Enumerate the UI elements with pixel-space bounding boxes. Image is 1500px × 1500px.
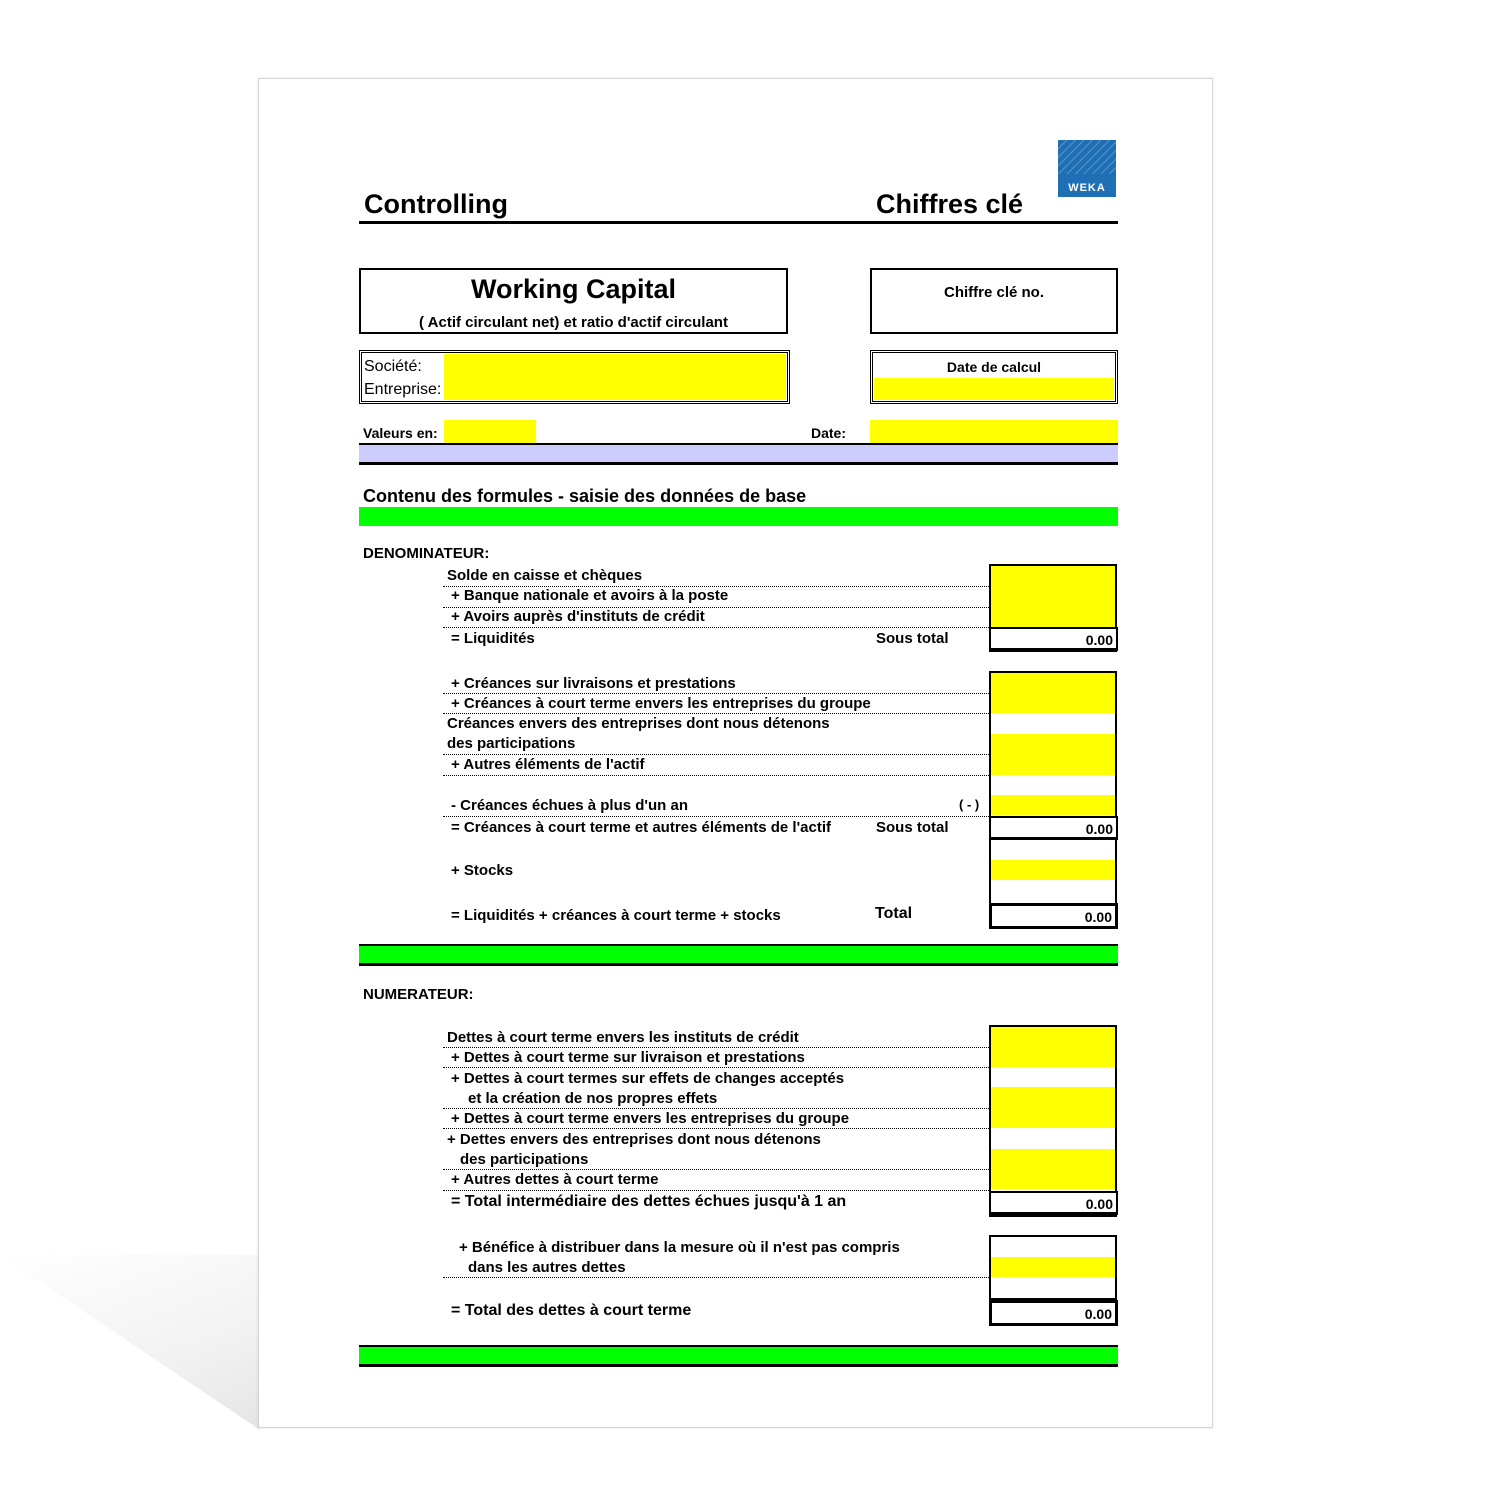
dettes-inputs[interactable] bbox=[991, 1027, 1115, 1067]
company-box bbox=[359, 350, 790, 404]
dettes-intermediate-total: 0.00 bbox=[989, 1191, 1118, 1215]
section-title: Contenu des formules - saisie des données de base bbox=[363, 486, 807, 506]
valeurs-label: Valeurs en: bbox=[363, 425, 438, 441]
row-des-participations-dettes: des participations bbox=[460, 1151, 589, 1168]
liquidites-inputs[interactable] bbox=[991, 566, 1115, 627]
societe-label: Société: bbox=[364, 358, 422, 375]
benefice-input[interactable] bbox=[991, 1257, 1115, 1277]
green-band-bottom-rule bbox=[359, 963, 1118, 966]
row-dettes-effets: + Dettes à court termes sur effets de changes acceptés bbox=[451, 1070, 845, 1087]
denominateur-total: 0.00 bbox=[989, 903, 1118, 929]
row-autres-dettes: + Autres dettes à court terme bbox=[451, 1171, 659, 1188]
calc-date-input[interactable] bbox=[874, 378, 1114, 400]
row-solde-caisse: Solde en caisse et chèques bbox=[447, 567, 643, 584]
doc-title: Working Capital bbox=[470, 274, 677, 304]
calc-date-label: Date de calcul bbox=[946, 359, 1042, 375]
row-autres-elements: + Autres éléments de l'actif bbox=[451, 756, 645, 773]
row-stocks: + Stocks bbox=[451, 862, 514, 879]
date-label: Date: bbox=[811, 425, 847, 441]
row-total-dettes: = Total des dettes à court terme bbox=[451, 1302, 692, 1319]
creances-inputs[interactable] bbox=[991, 673, 1115, 713]
page-shadow bbox=[0, 1255, 260, 1430]
row-creances-echues: - Créances échues à plus d'un an bbox=[451, 797, 688, 814]
lavender-band bbox=[359, 445, 1118, 462]
row-total-intermediaire: = Total intermédiaire des dettes échues jusqu'à 1 an bbox=[451, 1193, 847, 1210]
denominateur-green-band bbox=[359, 946, 1118, 963]
row-total-denominateur: = Liquidités + créances à court terme + stocks bbox=[451, 907, 781, 924]
row-creances-groupe: + Créances à court terme envers les entreprises du groupe bbox=[451, 695, 871, 712]
row-dettes-groupe: + Dettes à court terme envers les entreprises du groupe bbox=[451, 1110, 850, 1127]
dettes-effets-inputs[interactable] bbox=[991, 1087, 1115, 1128]
row-separator bbox=[443, 1277, 989, 1278]
header-rule bbox=[359, 221, 1118, 224]
bottom-green-band bbox=[359, 1347, 1118, 1364]
calc-date-box bbox=[870, 350, 1118, 404]
participations-inputs[interactable] bbox=[991, 734, 1115, 775]
sous-total-label: Sous total bbox=[876, 819, 949, 836]
company-input[interactable] bbox=[444, 354, 786, 400]
section-green-band bbox=[359, 507, 1118, 526]
page-title-controlling: Controlling bbox=[364, 189, 508, 219]
row-creances-court-terme: = Créances à court terme et autres éléments de l'actif bbox=[451, 819, 831, 836]
minus-marker: ( - ) bbox=[959, 797, 980, 812]
creances-subtotal: 0.00 bbox=[989, 816, 1118, 840]
row-separator bbox=[443, 1108, 989, 1109]
row-propres-effets: et la création de nos propres effets bbox=[468, 1090, 718, 1107]
row-separator bbox=[443, 713, 989, 714]
row-separator bbox=[443, 816, 989, 817]
row-separator bbox=[443, 1190, 989, 1191]
valeurs-input[interactable] bbox=[444, 420, 536, 443]
row-separator bbox=[443, 754, 989, 755]
document-page bbox=[258, 78, 1213, 1428]
row-separator bbox=[443, 775, 989, 776]
creances-echues-input[interactable] bbox=[991, 795, 1115, 815]
row-banque-nationale: + Banque nationale et avoirs à la poste bbox=[451, 587, 729, 604]
row-dettes-livraison: + Dettes à court terme sur livraison et prestations bbox=[451, 1049, 805, 1066]
row-separator bbox=[443, 693, 989, 694]
row-creances-participations: Créances envers des entreprises dont nous détenons bbox=[447, 715, 830, 732]
row-des-participations: des participations bbox=[447, 735, 576, 752]
date-input[interactable] bbox=[870, 420, 1118, 443]
row-dettes-participations: + Dettes envers des entreprises dont nous détenons bbox=[447, 1131, 821, 1148]
sous-total-label: Sous total bbox=[876, 630, 949, 647]
liquidites-subtotal: 0.00 bbox=[989, 627, 1118, 651]
numerateur-total: 0.00 bbox=[989, 1300, 1118, 1326]
weka-logo: WEKA bbox=[1058, 140, 1116, 197]
row-avoirs-instituts: + Avoirs auprès d'instituts de crédit bbox=[451, 608, 705, 625]
entreprise-label: Entreprise: bbox=[364, 381, 442, 398]
row-separator bbox=[443, 1047, 989, 1048]
doc-subtitle: ( Actif circulant net) et ratio d'actif circulant bbox=[419, 314, 728, 331]
row-separator bbox=[443, 1128, 989, 1129]
row-separator bbox=[443, 1169, 989, 1170]
lavender-band-rule bbox=[359, 462, 1118, 465]
row-separator bbox=[443, 627, 989, 628]
row-autres-dettes-note: dans les autres dettes bbox=[468, 1259, 626, 1276]
numerateur-heading: NUMERATEUR: bbox=[363, 986, 474, 1003]
row-separator bbox=[443, 1067, 989, 1068]
row-dettes-instituts: Dettes à court terme envers les instituts de crédit bbox=[447, 1029, 799, 1046]
total-label: Total bbox=[875, 905, 913, 922]
row-liquidites: = Liquidités bbox=[451, 630, 535, 647]
row-creances-livraisons: + Créances sur livraisons et prestations bbox=[451, 675, 736, 692]
row-benefice: + Bénéfice à distribuer dans la mesure où il n'est pas compris bbox=[459, 1239, 900, 1256]
bottom-band-bottom-rule bbox=[359, 1364, 1118, 1367]
key-number-box bbox=[870, 268, 1118, 334]
denominateur-heading: DENOMINATEUR: bbox=[363, 545, 490, 562]
page-title-chiffres-cle: Chiffres clé bbox=[876, 189, 1024, 219]
key-number-label: Chiffre clé no. bbox=[943, 284, 1044, 301]
title-box bbox=[359, 268, 788, 334]
dettes-participations-inputs[interactable] bbox=[991, 1149, 1115, 1189]
stocks-input[interactable] bbox=[991, 860, 1115, 880]
